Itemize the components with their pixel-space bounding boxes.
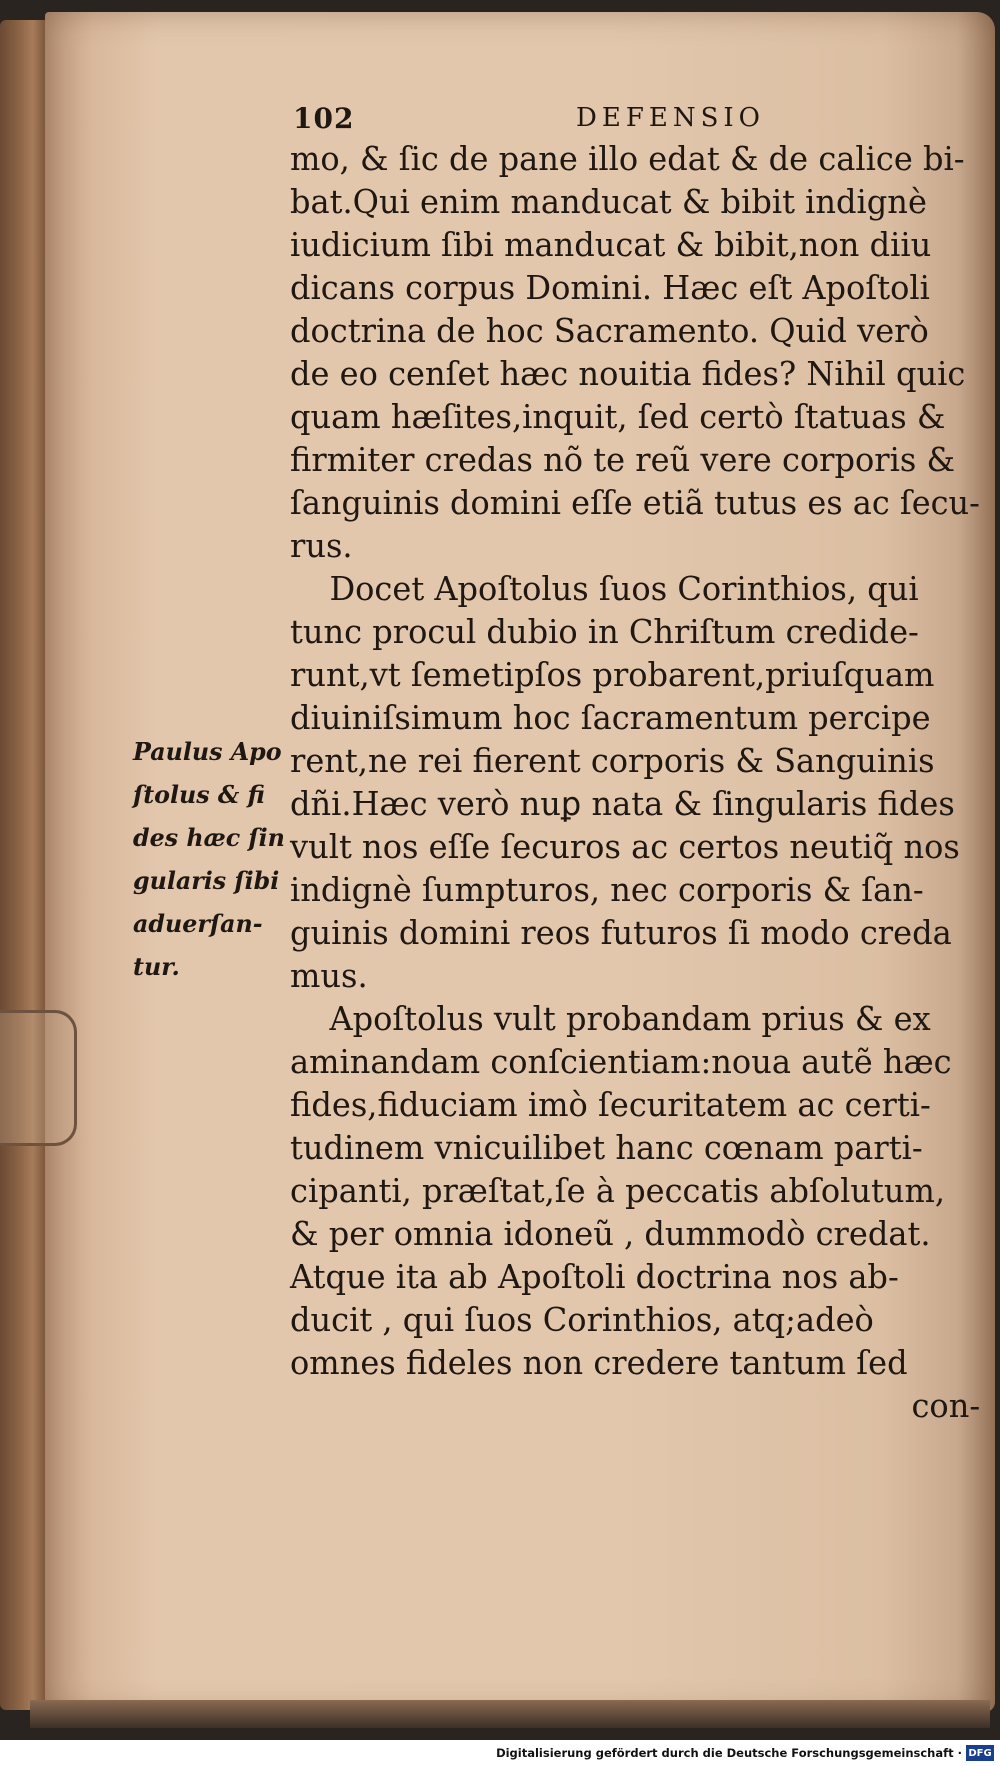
marginal-note [133,730,293,988]
running-title: DEFENSIO [576,103,765,133]
text-line: & per omnia idoneũ , dummodò credat. [290,1215,931,1253]
text-line: guinis domini reos futuros ſi modo creda [290,914,952,952]
text-line: tunc procul dubio in Chriſtum credide- [290,613,919,651]
main-text [290,138,990,1428]
text-line: fides,fiduciam imò ſecuritatem ac certi- [290,1086,931,1124]
marginal-note-line: gularis ſibi [133,866,280,895]
text-line: de eo cenſet hæc nouitia fides? Nihil quic [290,355,966,393]
text-line: aminandam conſcientiam:noua autẽ hæc [290,1043,952,1081]
text-line: iudicium ſibi manducat & bibit,non diiu [290,226,932,264]
book-clasp [0,1010,77,1146]
text-line: con- [911,1387,981,1425]
marginal-note-line: des hæc ſin [133,823,285,852]
text-line: Docet Apoſtolus ſuos Corinthios, qui [329,570,919,608]
marginal-note-line: Paulus Apo [133,737,282,766]
text-line: mus. [290,957,368,995]
footer-credit: Digitalisierung gefördert durch die Deutsche Forschungsgemeinschaft · [496,1746,962,1760]
text-line: Apoſtolus vult probandam prius & ex [329,1000,931,1038]
page-bottom-edge [30,1700,990,1728]
digitization-footer [0,1740,1000,1766]
text-line: firmiter credas nõ te reũ vere corporis & [290,441,956,479]
text-line: Atque ita ab Apoſtoli doctrina nos ab- [290,1258,899,1296]
text-line: doctrina de hoc Sacramento. Quid verò [290,312,929,350]
text-line: ducit , qui ſuos Corinthios, atq;adeò [290,1301,874,1339]
marginal-note-line: ſtolus & fi [133,780,265,809]
text-line: cipanti, præſtat,ſe à peccatis abſolutum, [290,1172,946,1210]
text-line: dicans corpus Domini. Hæc eſt Apoſtoli [290,269,930,307]
text-line: omnes fideles non credere tantum ſed [290,1344,908,1382]
text-line: ſanguinis domini eſſe etiã tutus es ac ſecu- [290,484,980,522]
marginal-note-line: tur. [133,952,180,981]
text-line: diuiniſsimum hoc ſacramentum percipe [290,699,931,737]
page-number: 102 [293,101,355,135]
text-line: bat.Qui enim manducat & bibit indignè [290,183,927,221]
text-line: runt,vt ſemetipſos probarent,priuſquam [290,656,935,694]
text-line: vult nos eſſe ſecuros ac certos neutiq̃ nos [290,828,960,866]
text-line: tudinem vnicuilibet hanc cœnam parti- [290,1129,923,1167]
text-line: rent,ne rei fierent corporis & Sanguinis [290,742,935,780]
page-header [293,98,773,138]
dfg-logo-icon: DFG [966,1745,994,1761]
text-line: mo, & ſic de pane illo edat & de calice bi- [290,140,965,178]
text-line: quam hæſites,inquit, ſed certò ſtatuas & [290,398,946,436]
text-line: rus. [290,527,353,565]
marginal-note-line: aduerſan- [133,909,263,938]
text-line: dñi.Hæc verò nuꝑ nata & ſingularis fides [290,785,955,823]
text-line: indignè ſumpturos, nec corporis & ſan- [290,871,924,909]
